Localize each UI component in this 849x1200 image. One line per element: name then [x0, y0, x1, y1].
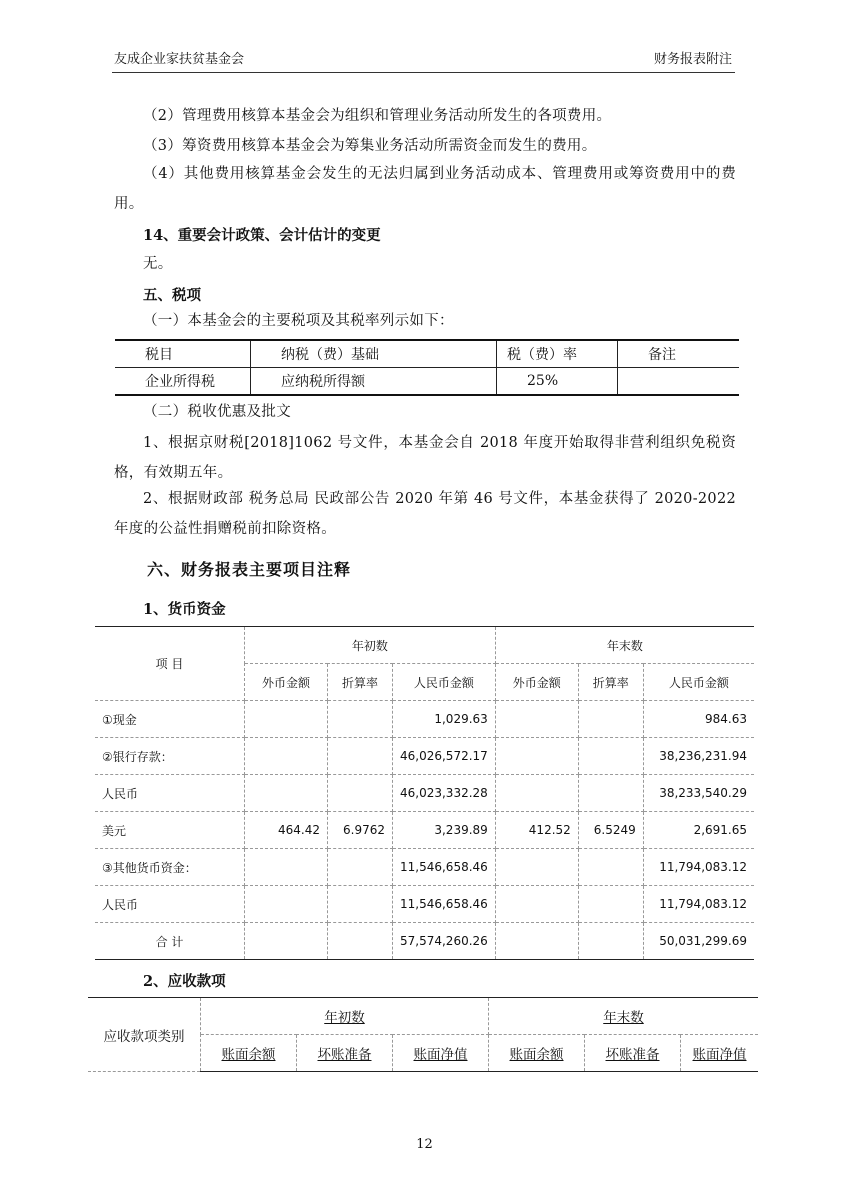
- tax-cell-item: 企业所得税: [115, 368, 251, 396]
- cash-cell: [328, 923, 393, 960]
- table-row: [95, 849, 754, 886]
- cash-cell: [495, 738, 578, 775]
- cash-cell: [328, 738, 393, 775]
- recv-subheader-text: 账面余额: [509, 1047, 564, 1063]
- cash-subheader: 外币金额: [245, 664, 328, 701]
- recv-subheader: [681, 1035, 759, 1072]
- recv-subheader-text: 账面余额: [221, 1047, 276, 1063]
- recv-subheader-text: 账面净值: [413, 1047, 468, 1063]
- cash-table: [95, 626, 754, 960]
- cash-row-label: 人民币: [95, 886, 245, 923]
- tax-cell-basis: 应纳税所得额: [251, 368, 497, 396]
- cash-cell: [578, 886, 643, 923]
- para-admin-expense: （2）管理费用核算本基金会为组织和管理业务活动所发生的各项费用。: [143, 108, 612, 124]
- table-row: [115, 340, 739, 368]
- table-row: [95, 923, 754, 960]
- recv-subheader-text: 坏账准备: [317, 1047, 372, 1063]
- cash-cell: 46,023,332.28: [393, 775, 496, 812]
- cash-cell: [578, 701, 643, 738]
- cash-cell: 46,026,572.17: [393, 738, 496, 775]
- recv-subheader: [393, 1035, 489, 1072]
- para-tax-intro: （一）本基金会的主要税项及其税率列示如下：: [143, 313, 454, 329]
- cash-cell: [245, 738, 328, 775]
- table-row: [95, 627, 754, 664]
- cash-cell: 50,031,299.69: [643, 923, 754, 960]
- cash-cell: 57,574,260.26: [393, 923, 496, 960]
- para-tax-preference: （二）税收优惠及批文: [143, 404, 291, 420]
- cash-cell: [578, 738, 643, 775]
- table-row: [95, 886, 754, 923]
- para-other-expense: （4）其他费用核算基金会发生的无法归属到业务活动成本、管理费用或筹资费用中的费用。: [114, 166, 736, 212]
- cash-cell: 38,236,231.94: [643, 738, 754, 775]
- page-number: 12: [416, 1137, 433, 1152]
- para-preference-1: 1、根据京财税[2018]1062 号文件，本基金会自 2018 年度开始取得非营利组织免税资格，有效期五年。: [114, 435, 736, 481]
- cash-cell: [328, 701, 393, 738]
- cash-row-label: ③其他货币资金：: [95, 849, 245, 886]
- cash-cell: [578, 775, 643, 812]
- cash-header-end: 年末数: [495, 627, 754, 664]
- cash-cell: [245, 701, 328, 738]
- tax-cell-remark: [618, 368, 740, 396]
- cash-cell: 38,233,540.29: [643, 775, 754, 812]
- cash-cell: 464.42: [245, 812, 328, 849]
- tax-header-rate: 税（费）率: [497, 340, 618, 368]
- recv-subheader: [201, 1035, 297, 1072]
- tax-header-remark: 备注: [618, 340, 740, 368]
- cash-cell: 11,546,658.46: [393, 849, 496, 886]
- cash-cell: 2,691.65: [643, 812, 754, 849]
- heading-policy-change: 14、重要会计政策、会计估计的变更: [143, 227, 381, 244]
- table-row: [95, 812, 754, 849]
- para-fundraising-expense: （3）筹资费用核算本基金会为筹集业务活动所需资金而发生的费用。: [143, 138, 597, 154]
- cash-cell: [495, 849, 578, 886]
- tax-header-item: 税目: [115, 340, 251, 368]
- table-row: [95, 738, 754, 775]
- cash-cell: [245, 849, 328, 886]
- cash-row-label: ①现金: [95, 701, 245, 738]
- cash-cell: [495, 923, 578, 960]
- recv-subheader-text: 坏账准备: [605, 1047, 660, 1063]
- para-preference-2: 2、根据财政部 税务总局 民政部公告 2020 年第 46 号文件，本基金获得了 2020-2022 年度的公益性捐赠税前扣除资格。: [114, 491, 736, 537]
- heading-taxes: 五、税项: [143, 287, 201, 304]
- para-none: 无。: [143, 256, 173, 272]
- cash-row-label: ②银行存款：: [95, 738, 245, 775]
- cash-cell: 412.52: [495, 812, 578, 849]
- tax-cell-rate: 25%: [497, 368, 618, 396]
- cash-total-label: 合 计: [95, 923, 245, 960]
- recv-header-end: [489, 998, 759, 1035]
- cash-subheader: 人民币金额: [393, 664, 496, 701]
- cash-subheader: 外币金额: [495, 664, 578, 701]
- cash-subheader: 折算率: [578, 664, 643, 701]
- cash-cell: [328, 886, 393, 923]
- heading-receivables: 2、应收款项: [143, 973, 226, 990]
- cash-cell: [245, 923, 328, 960]
- recv-subheader: [585, 1035, 681, 1072]
- cash-cell: 11,546,658.46: [393, 886, 496, 923]
- cash-cell: 6.5249: [578, 812, 643, 849]
- recv-header-end-text: 年末数: [603, 1010, 644, 1026]
- cash-cell: [245, 886, 328, 923]
- cash-cell: [245, 775, 328, 812]
- recv-header-begin: [201, 998, 489, 1035]
- recv-subheader-text: 账面净值: [692, 1047, 747, 1063]
- header-rule: [112, 72, 735, 73]
- cash-row-label: 美元: [95, 812, 245, 849]
- recv-subheader: [297, 1035, 393, 1072]
- cash-subheader: 折算率: [328, 664, 393, 701]
- cash-cell: [328, 775, 393, 812]
- cash-cell: 11,794,083.12: [643, 849, 754, 886]
- recv-header-category: 应收款项类别: [88, 998, 201, 1072]
- cash-cell: 984.63: [643, 701, 754, 738]
- cash-cell: [578, 923, 643, 960]
- table-row: [115, 368, 739, 396]
- cash-cell: 11,794,083.12: [643, 886, 754, 923]
- cash-subheader: 人民币金额: [643, 664, 754, 701]
- tax-table: [115, 339, 739, 396]
- heading-cash: 1、货币资金: [143, 601, 226, 618]
- header-section: 财务报表附注: [653, 52, 732, 67]
- table-row: [95, 775, 754, 812]
- tax-header-basis: 纳税（费）基础: [251, 340, 497, 368]
- recv-header-begin-text: 年初数: [324, 1010, 365, 1026]
- header-org: 友成企业家扶贫基金会: [114, 52, 245, 67]
- cash-cell: [495, 886, 578, 923]
- heading-notes: 六、财务报表主要项目注释: [147, 560, 352, 579]
- cash-cell: [578, 849, 643, 886]
- table-row: [88, 998, 758, 1035]
- cash-row-label: 人民币: [95, 775, 245, 812]
- cash-header-item: 项 目: [95, 627, 245, 701]
- cash-cell: 6.9762: [328, 812, 393, 849]
- cash-cell: [495, 775, 578, 812]
- cash-cell: [328, 849, 393, 886]
- receivables-table: [88, 997, 758, 1072]
- recv-subheader: [489, 1035, 585, 1072]
- cash-cell: 1,029.63: [393, 701, 496, 738]
- cash-header-begin: 年初数: [245, 627, 496, 664]
- table-row: [95, 701, 754, 738]
- cash-cell: [495, 701, 578, 738]
- cash-cell: 3,239.89: [393, 812, 496, 849]
